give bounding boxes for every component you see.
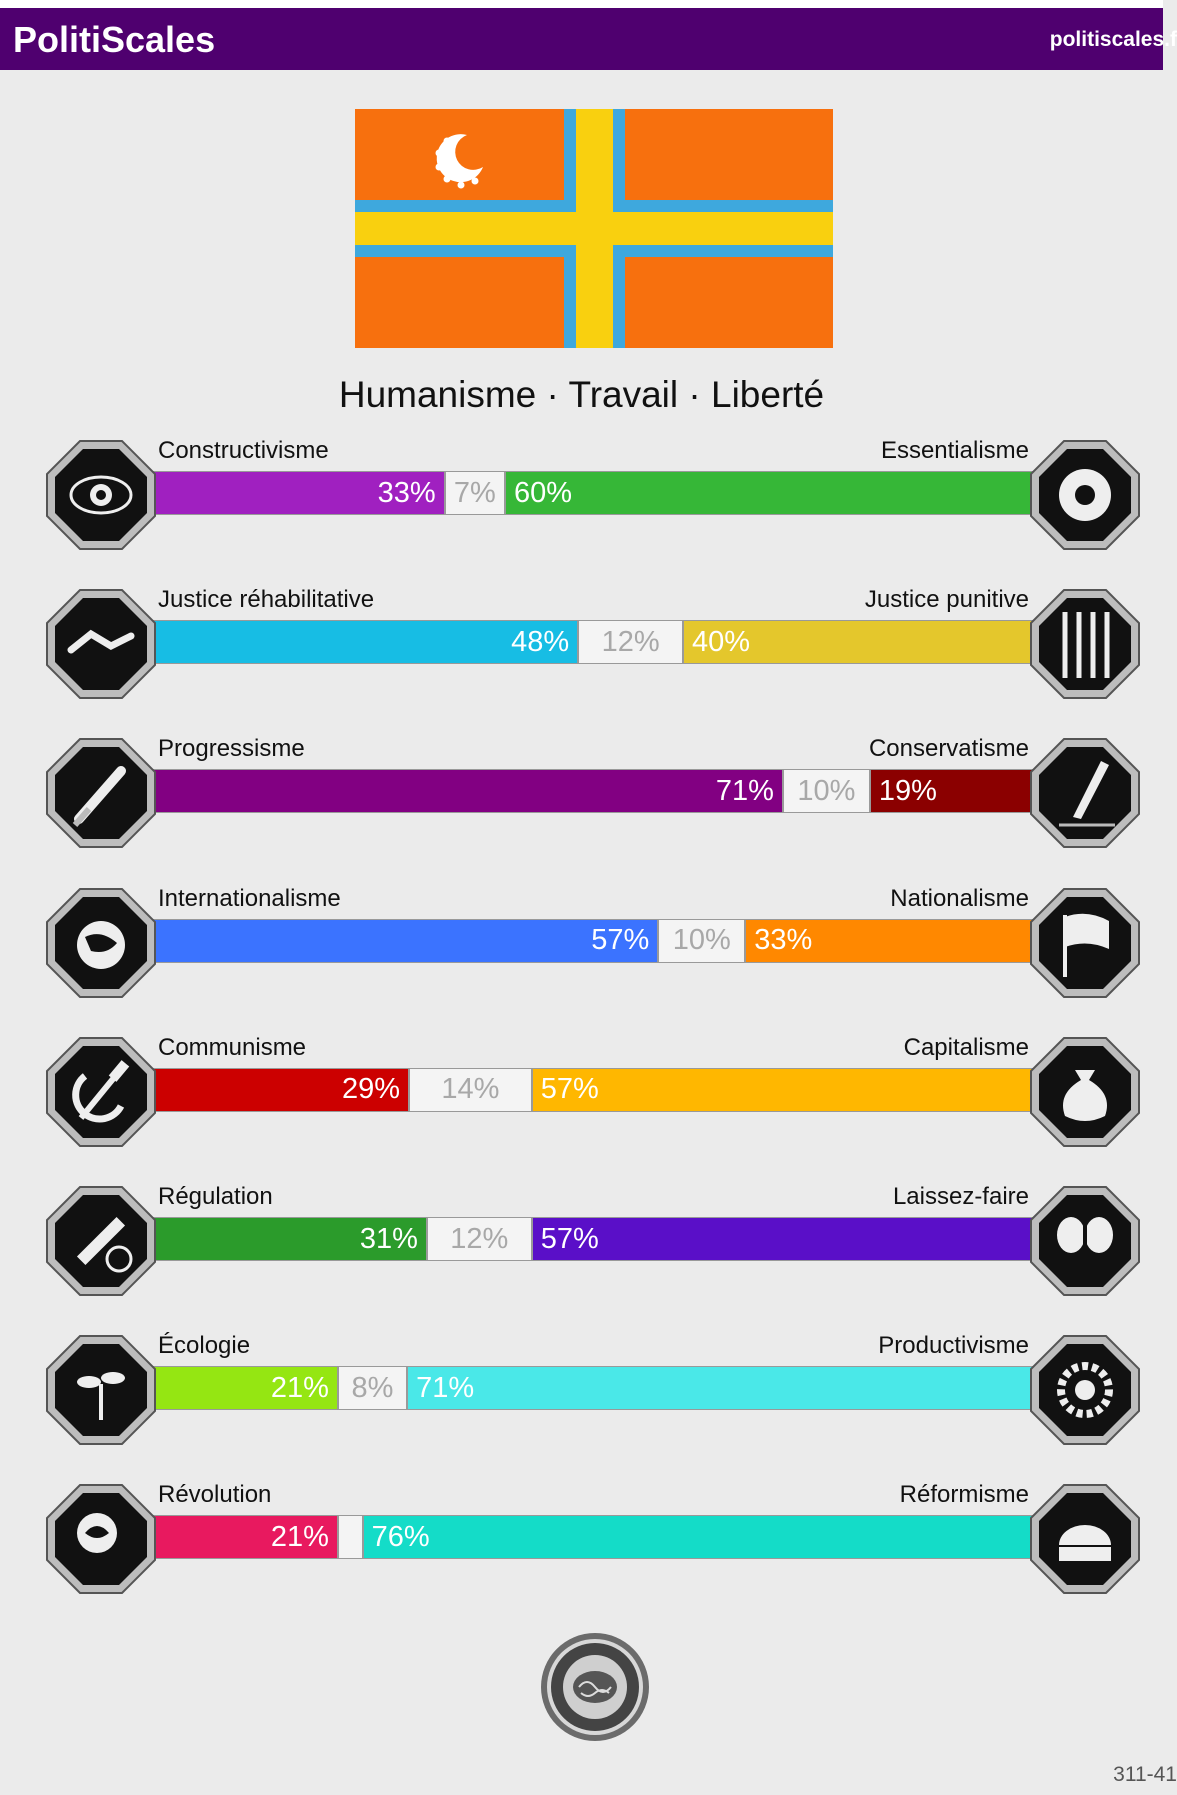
brand-title: PolitiScales [13,19,216,60]
prison-bars-icon [1029,588,1141,700]
ruler-compass-icon [45,1185,157,1297]
bar-segment-left: 48% [150,621,577,663]
eye-icon [45,439,157,551]
axis-right-label: Nationalisme [890,884,1029,912]
flower-icon [1029,439,1141,551]
axis-right-label: Capitalisme [903,1033,1029,1061]
bar-segment-left: 21% [150,1516,337,1558]
quill-pen-icon [1029,737,1141,849]
rose-fist-icon [45,1483,157,1595]
axis-row [0,570,1163,700]
flag-icon [1029,887,1141,999]
gear-factory-icon [1029,1334,1141,1446]
flag-icon [1029,887,1141,999]
bar-segment-neutral: 7% [444,472,506,514]
bar-segment-neutral: 8% [337,1367,408,1409]
axis-left-label: Constructivisme [158,437,329,464]
hammer-sickle-icon [45,1036,157,1148]
globe-laurel-icon [45,887,157,999]
quill-pen-icon [1029,737,1141,849]
axis-bar [150,919,1040,963]
axis-left-label: Progressisme [158,735,305,763]
axis-bar [150,1366,1040,1410]
bar-segment-right: 40% [684,621,1040,663]
axis-right-label: Conservatisme [868,735,1029,763]
eye-icon [45,439,157,551]
axis-row [0,421,1163,551]
axis-right-label: Réformisme [899,1481,1029,1509]
butterfly-icon [1029,1185,1141,1297]
globe-laurel-icon [45,887,157,999]
bar-segment-neutral: 10% [782,770,871,812]
result-code: 311-41 [1113,1763,1177,1786]
gear-factory-icon [1029,1334,1141,1446]
bar-segment-left: 33% [150,472,444,514]
bar-segment-left: 71% [150,770,782,812]
axis-left-label: Internationalisme [158,884,341,912]
axis-bar [150,1515,1040,1559]
axis-row [0,1465,1163,1595]
bar-segment-left: 21% [150,1367,337,1409]
axis-right-label: Laissez-faire [892,1183,1029,1210]
site-url: politiscales.f [1049,28,1177,51]
axis-right-label: Productivisme [878,1332,1029,1360]
flag-image [355,109,833,348]
sprout-icon [45,1334,157,1446]
flower-icon [1029,439,1141,551]
bar-segment-right: 71% [408,1367,1040,1409]
axis-bar [150,769,1040,813]
money-bag-icon [1029,1036,1141,1148]
bar-segment-left: 29% [150,1069,408,1111]
axis-left-label: Révolution [158,1481,272,1509]
axis-row [0,869,1163,999]
axis-left-label: Écologie [158,1332,251,1360]
bar-segment-right: 57% [533,1218,1040,1260]
bar-segment-neutral: 12% [577,621,684,663]
rose-fist-icon [45,1483,157,1595]
top-strip [0,0,1163,8]
axis-right-label: Essentialisme [880,437,1029,464]
parliament-icon [1029,1483,1141,1595]
bar-segment-right: 60% [506,472,1040,514]
axis-right-label: Justice punitive [864,586,1029,614]
axis-bar [150,471,1040,515]
bar-segment-neutral: 12% [426,1218,533,1260]
ruler-compass-icon [45,1185,157,1297]
axis-left-label: Régulation [158,1183,273,1210]
axis-left-label: Communisme [158,1033,307,1061]
bar-segment-neutral: 10% [657,920,746,962]
header-bar [0,8,1177,70]
parliament-icon [1029,1483,1141,1595]
bar-segment-right: 33% [746,920,1040,962]
axis-left-label: Justice réhabilitative [158,586,375,614]
bar-segment-right: 19% [871,770,1040,812]
axis-bar [150,1217,1040,1261]
motto: Humanisme · Travail · Liberté [338,374,825,415]
bar-segment-neutral: 14% [408,1069,533,1111]
hammer-sickle-icon [45,1036,157,1148]
axis-row [0,1018,1163,1148]
money-bag-icon [1029,1036,1141,1148]
bar-segment-left: 31% [150,1218,426,1260]
prison-bars-icon [1029,588,1141,700]
bar-segment-right: 76% [364,1516,1040,1558]
axis-row [0,1167,1163,1297]
bar-segment-right: 57% [533,1069,1040,1111]
sprout-icon [45,1334,157,1446]
axis-bar [150,1068,1040,1112]
rocket-icon [45,737,157,849]
axis-row [0,719,1163,849]
axis-bar [150,620,1040,664]
axis-row [0,1316,1163,1446]
bar-segment-left: 57% [150,920,657,962]
handshake-icon [45,588,157,700]
rocket-icon [45,737,157,849]
brain-seal-icon [539,1631,651,1743]
bar-segment-neutral [337,1516,364,1558]
handshake-icon [45,588,157,700]
butterfly-icon [1029,1185,1141,1297]
